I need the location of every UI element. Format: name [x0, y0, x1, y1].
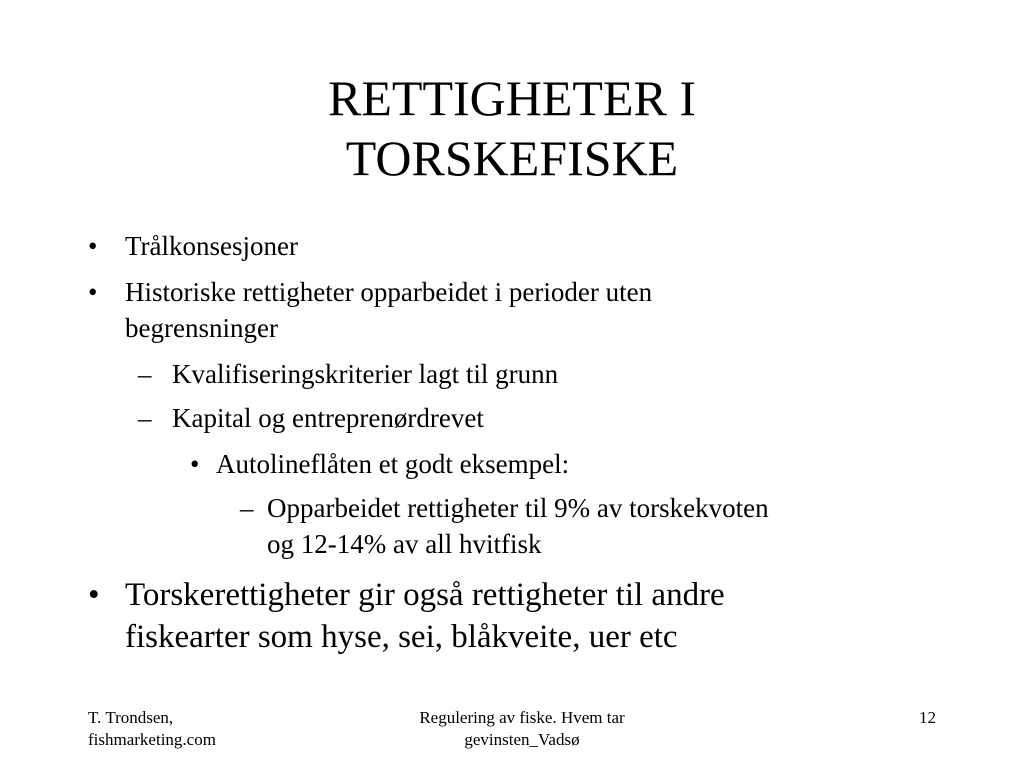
footer-center-line-2: gevinsten_Vadsø: [464, 730, 580, 749]
bullet-text-line-2: begrensninger: [125, 313, 278, 343]
slide-title-line-2: TORSKEFISKE: [345, 130, 679, 186]
sub-bullet-item-2: [138, 400, 838, 436]
dash-marker: –: [240, 493, 254, 523]
slide-title: [0, 68, 1024, 188]
bullet-marker: •: [88, 231, 98, 261]
page-number: 12: [919, 708, 936, 727]
dash-marker: –: [138, 403, 152, 433]
bullet-text-line-1: Torskerettigheter gir også rettigheter til andre: [125, 577, 725, 613]
sub-sub-bullet-item-1: [190, 446, 790, 482]
bullet-text: Trålkonsesjoner: [125, 231, 298, 261]
sub-sub-bullet-text: Autolineflåten et godt eksempel:: [216, 449, 570, 479]
footer-author-line-1: T. Trondsen,: [88, 708, 174, 727]
level-four-text-line-2: og 12-14% av all hvitfisk: [267, 529, 542, 559]
bullet-text-line-2: fiskearter som hyse, sei, blåkveite, uer etc: [125, 619, 678, 655]
bullet-text-line-1: Historiske rettigheter opparbeidet i perioder uten: [125, 277, 653, 307]
level-four-text-line-1: Opparbeidet rettigheter til 9% av torskekvoten: [267, 493, 769, 523]
slide-title-line-1: RETTIGHETER I: [328, 70, 696, 126]
sub-bullet-item-1: [138, 356, 838, 392]
dash-marker: –: [138, 359, 152, 389]
bullet-marker: •: [88, 277, 98, 307]
sub-bullet-text: Kapital og entreprenørdrevet: [172, 403, 484, 433]
bullet-marker: •: [190, 449, 200, 479]
bullet-marker: •: [88, 577, 100, 613]
bullet-item-3: [88, 574, 948, 658]
footer-author-line-2: fishmarketing.com: [88, 730, 216, 749]
level-four-item-1: [240, 490, 940, 562]
footer-author: [88, 707, 216, 751]
footer-center-line-1: Regulering av fiske. Hvem tar: [419, 708, 625, 727]
footer-center: [362, 707, 682, 751]
bullet-item-2: [88, 274, 888, 346]
sub-bullet-text: Kvalifiseringskriterier lagt til grunn: [172, 359, 559, 389]
bullet-item-1: [88, 228, 888, 264]
